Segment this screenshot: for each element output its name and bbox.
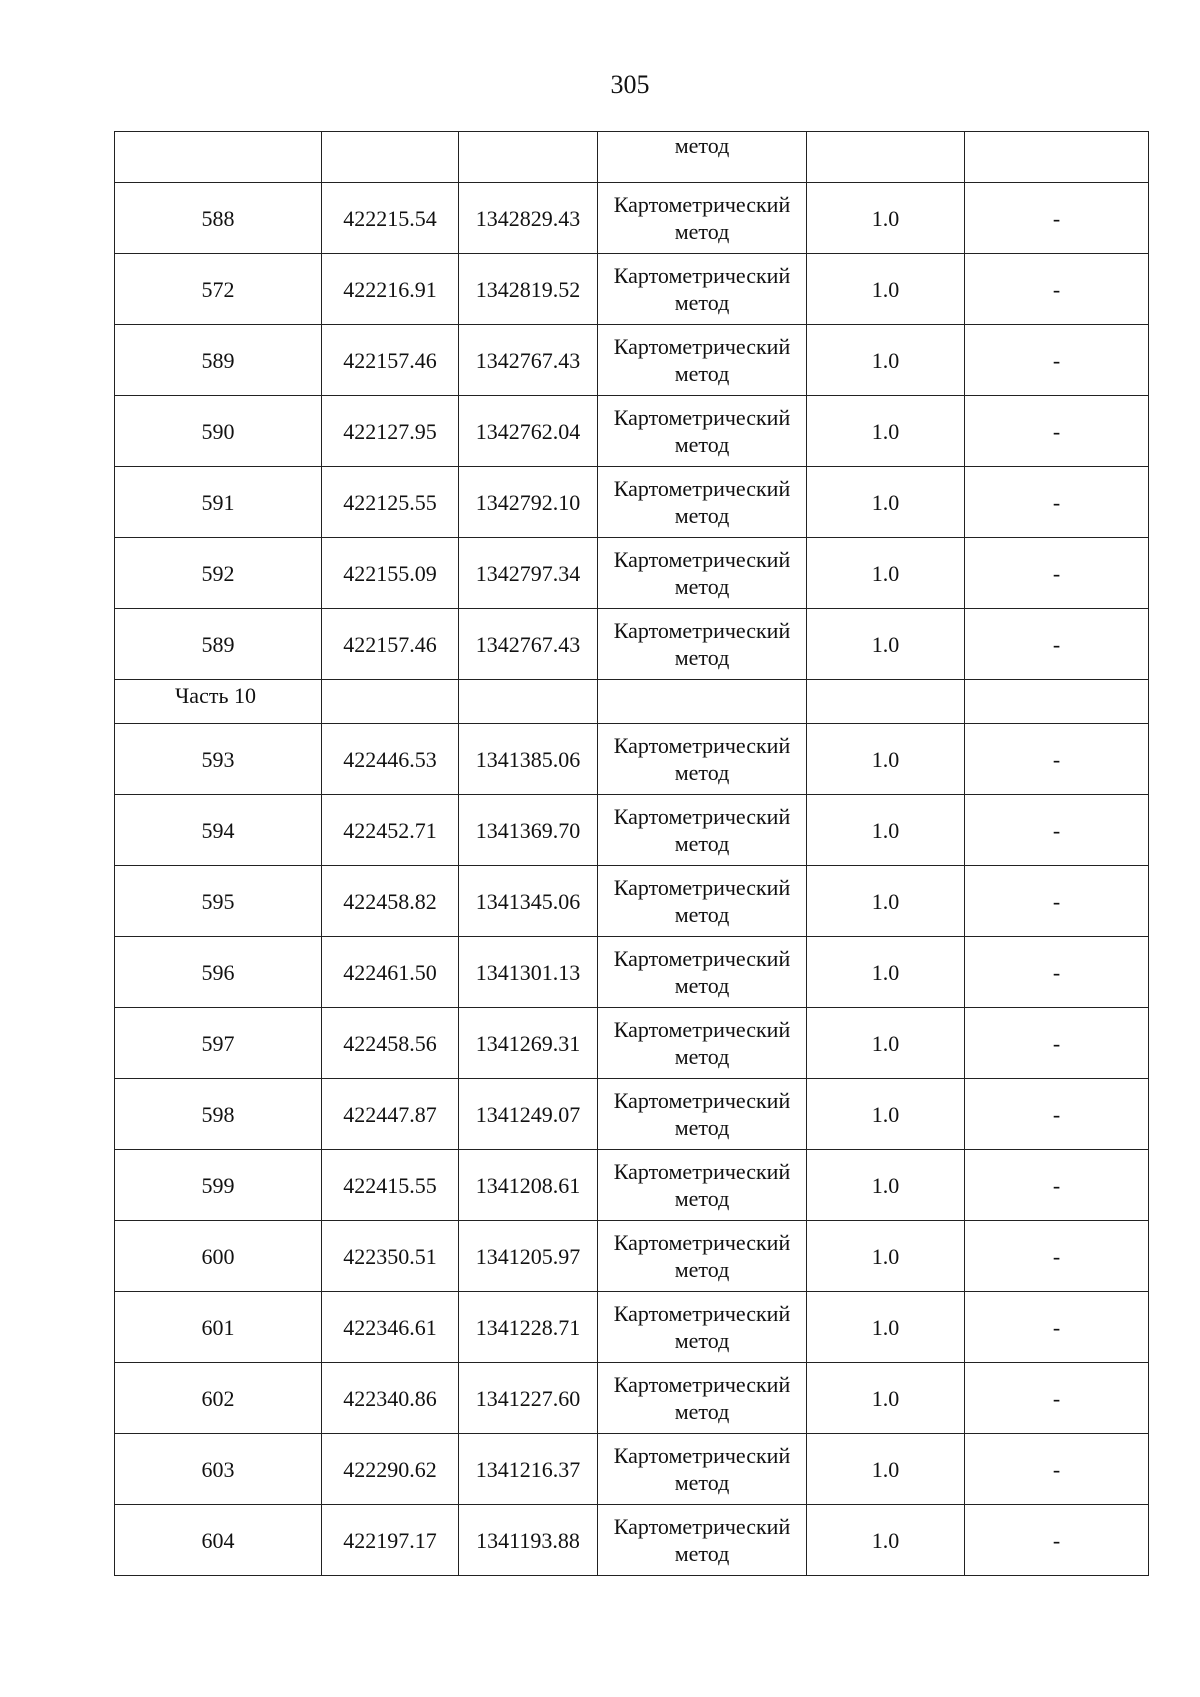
point-cell: 597 bbox=[115, 1008, 322, 1079]
y-cell: 1342819.52 bbox=[459, 254, 598, 325]
y-cell: 1341301.13 bbox=[459, 937, 598, 1008]
table-row bbox=[115, 724, 1149, 795]
accuracy-cell: 1.0 bbox=[807, 183, 965, 254]
x-cell: 422461.50 bbox=[322, 937, 459, 1008]
coordinates-table-body bbox=[115, 132, 1149, 1576]
accuracy-cell: 1.0 bbox=[807, 538, 965, 609]
x-cell: 422452.71 bbox=[322, 795, 459, 866]
y-cell: 1341269.31 bbox=[459, 1008, 598, 1079]
empty-cell bbox=[459, 680, 598, 724]
point-cell: 596 bbox=[115, 937, 322, 1008]
method-cell: Картометрический метод bbox=[598, 1434, 807, 1505]
y-cell: 1342792.10 bbox=[459, 467, 598, 538]
point-cell: 595 bbox=[115, 866, 322, 937]
point-cell: 598 bbox=[115, 1079, 322, 1150]
accuracy-cell: 1.0 bbox=[807, 254, 965, 325]
point-cell: 589 bbox=[115, 609, 322, 680]
table-row bbox=[115, 1008, 1149, 1079]
x-cell: 422290.62 bbox=[322, 1434, 459, 1505]
y-cell: 1342767.43 bbox=[459, 609, 598, 680]
y-cell: 1342762.04 bbox=[459, 396, 598, 467]
method-cell: Картометрический метод bbox=[598, 467, 807, 538]
accuracy-cell: 1.0 bbox=[807, 1079, 965, 1150]
x-cell: 422157.46 bbox=[322, 609, 459, 680]
accuracy-cell: 1.0 bbox=[807, 1292, 965, 1363]
table-row bbox=[115, 467, 1149, 538]
method-cell: Картометрический метод bbox=[598, 1363, 807, 1434]
point-cell: 594 bbox=[115, 795, 322, 866]
accuracy-cell: 1.0 bbox=[807, 1363, 965, 1434]
method-cell: Картометрический метод bbox=[598, 183, 807, 254]
point-cell: 600 bbox=[115, 1221, 322, 1292]
point-cell: 603 bbox=[115, 1434, 322, 1505]
accuracy-cell bbox=[807, 132, 965, 183]
point-cell: 604 bbox=[115, 1505, 322, 1576]
method-cell: Картометрический метод bbox=[598, 396, 807, 467]
table-row bbox=[115, 1505, 1149, 1576]
accuracy-cell: 1.0 bbox=[807, 795, 965, 866]
method-cell: Картометрический метод bbox=[598, 1150, 807, 1221]
accuracy-cell: 1.0 bbox=[807, 609, 965, 680]
note-cell: - bbox=[965, 724, 1149, 795]
y-cell: 1342829.43 bbox=[459, 183, 598, 254]
accuracy-cell: 1.0 bbox=[807, 325, 965, 396]
point-cell: 593 bbox=[115, 724, 322, 795]
table-row bbox=[115, 1221, 1149, 1292]
x-cell: 422340.86 bbox=[322, 1363, 459, 1434]
continuation-row bbox=[115, 132, 1149, 183]
method-cell: Картометрический метод bbox=[598, 724, 807, 795]
y-cell: 1341205.97 bbox=[459, 1221, 598, 1292]
point-cell: 589 bbox=[115, 325, 322, 396]
note-cell bbox=[965, 132, 1149, 183]
note-cell: - bbox=[965, 1008, 1149, 1079]
note-cell: - bbox=[965, 1150, 1149, 1221]
note-cell: - bbox=[965, 1434, 1149, 1505]
x-cell: 422447.87 bbox=[322, 1079, 459, 1150]
method-cell: Картометрический метод bbox=[598, 1292, 807, 1363]
empty-cell bbox=[965, 680, 1149, 724]
method-cell: Картометрический метод bbox=[598, 1221, 807, 1292]
method-cell: Картометрический метод bbox=[598, 1008, 807, 1079]
point-cell: 591 bbox=[115, 467, 322, 538]
accuracy-cell: 1.0 bbox=[807, 396, 965, 467]
note-cell: - bbox=[965, 937, 1149, 1008]
table-row bbox=[115, 1079, 1149, 1150]
point-cell: 602 bbox=[115, 1363, 322, 1434]
point-cell: 599 bbox=[115, 1150, 322, 1221]
y-cell: 1341228.71 bbox=[459, 1292, 598, 1363]
note-cell: - bbox=[965, 1363, 1149, 1434]
note-cell: - bbox=[965, 1292, 1149, 1363]
x-cell: 422157.46 bbox=[322, 325, 459, 396]
table-row bbox=[115, 609, 1149, 680]
note-cell: - bbox=[965, 1221, 1149, 1292]
x-cell: 422216.91 bbox=[322, 254, 459, 325]
x-cell: 422127.95 bbox=[322, 396, 459, 467]
method-cell: Картометрический метод bbox=[598, 254, 807, 325]
x-cell: 422215.54 bbox=[322, 183, 459, 254]
method-cell: Картометрический метод bbox=[598, 795, 807, 866]
table-row bbox=[115, 1363, 1149, 1434]
empty-cell bbox=[807, 680, 965, 724]
y-cell: 1341369.70 bbox=[459, 795, 598, 866]
method-cell: метод bbox=[598, 132, 807, 183]
point-cell bbox=[115, 132, 322, 183]
accuracy-cell: 1.0 bbox=[807, 866, 965, 937]
table-row bbox=[115, 325, 1149, 396]
accuracy-cell: 1.0 bbox=[807, 1221, 965, 1292]
x-cell: 422350.51 bbox=[322, 1221, 459, 1292]
y-cell: 1341227.60 bbox=[459, 1363, 598, 1434]
y-cell: 1341216.37 bbox=[459, 1434, 598, 1505]
y-cell: 1341385.06 bbox=[459, 724, 598, 795]
empty-cell bbox=[598, 680, 807, 724]
note-cell: - bbox=[965, 538, 1149, 609]
x-cell: 422155.09 bbox=[322, 538, 459, 609]
x-cell: 422446.53 bbox=[322, 724, 459, 795]
part-label: Часть 10 bbox=[115, 680, 322, 724]
note-cell: - bbox=[965, 1505, 1149, 1576]
method-cell: Картометрический метод bbox=[598, 1079, 807, 1150]
empty-cell bbox=[322, 680, 459, 724]
point-cell: 590 bbox=[115, 396, 322, 467]
method-cell: Картометрический метод bbox=[598, 609, 807, 680]
y-cell bbox=[459, 132, 598, 183]
table-row bbox=[115, 183, 1149, 254]
note-cell: - bbox=[965, 396, 1149, 467]
x-cell: 422458.56 bbox=[322, 1008, 459, 1079]
point-cell: 601 bbox=[115, 1292, 322, 1363]
accuracy-cell: 1.0 bbox=[807, 1505, 965, 1576]
method-cell: Картометрический метод bbox=[598, 937, 807, 1008]
note-cell: - bbox=[965, 467, 1149, 538]
accuracy-cell: 1.0 bbox=[807, 724, 965, 795]
y-cell: 1341193.88 bbox=[459, 1505, 598, 1576]
table-row bbox=[115, 254, 1149, 325]
note-cell: - bbox=[965, 183, 1149, 254]
note-cell: - bbox=[965, 325, 1149, 396]
x-cell: 422458.82 bbox=[322, 866, 459, 937]
point-cell: 592 bbox=[115, 538, 322, 609]
y-cell: 1341249.07 bbox=[459, 1079, 598, 1150]
accuracy-cell: 1.0 bbox=[807, 467, 965, 538]
accuracy-cell: 1.0 bbox=[807, 1150, 965, 1221]
point-cell: 572 bbox=[115, 254, 322, 325]
table-row bbox=[115, 1292, 1149, 1363]
page-number: 305 bbox=[610, 70, 650, 99]
note-cell: - bbox=[965, 609, 1149, 680]
table-row bbox=[115, 538, 1149, 609]
y-cell: 1342797.34 bbox=[459, 538, 598, 609]
y-cell: 1341345.06 bbox=[459, 866, 598, 937]
note-cell: - bbox=[965, 1079, 1149, 1150]
table-row bbox=[115, 396, 1149, 467]
table-row bbox=[115, 1434, 1149, 1505]
x-cell: 422346.61 bbox=[322, 1292, 459, 1363]
method-cell: Картометрический метод bbox=[598, 866, 807, 937]
accuracy-cell: 1.0 bbox=[807, 1434, 965, 1505]
table-row bbox=[115, 866, 1149, 937]
table-row bbox=[115, 937, 1149, 1008]
y-cell: 1341208.61 bbox=[459, 1150, 598, 1221]
x-cell: 422415.55 bbox=[322, 1150, 459, 1221]
part-row bbox=[115, 680, 1149, 724]
method-cell: Картометрический метод bbox=[598, 1505, 807, 1576]
x-cell: 422197.17 bbox=[322, 1505, 459, 1576]
y-cell: 1342767.43 bbox=[459, 325, 598, 396]
accuracy-cell: 1.0 bbox=[807, 1008, 965, 1079]
table-row bbox=[115, 795, 1149, 866]
accuracy-cell: 1.0 bbox=[807, 937, 965, 1008]
x-cell: 422125.55 bbox=[322, 467, 459, 538]
x-cell bbox=[322, 132, 459, 183]
note-cell: - bbox=[965, 254, 1149, 325]
note-cell: - bbox=[965, 866, 1149, 937]
coordinates-table bbox=[114, 131, 1149, 1576]
point-cell: 588 bbox=[115, 183, 322, 254]
method-cell: Картометрический метод bbox=[598, 538, 807, 609]
method-cell: Картометрический метод bbox=[598, 325, 807, 396]
table-row bbox=[115, 1150, 1149, 1221]
note-cell: - bbox=[965, 795, 1149, 866]
